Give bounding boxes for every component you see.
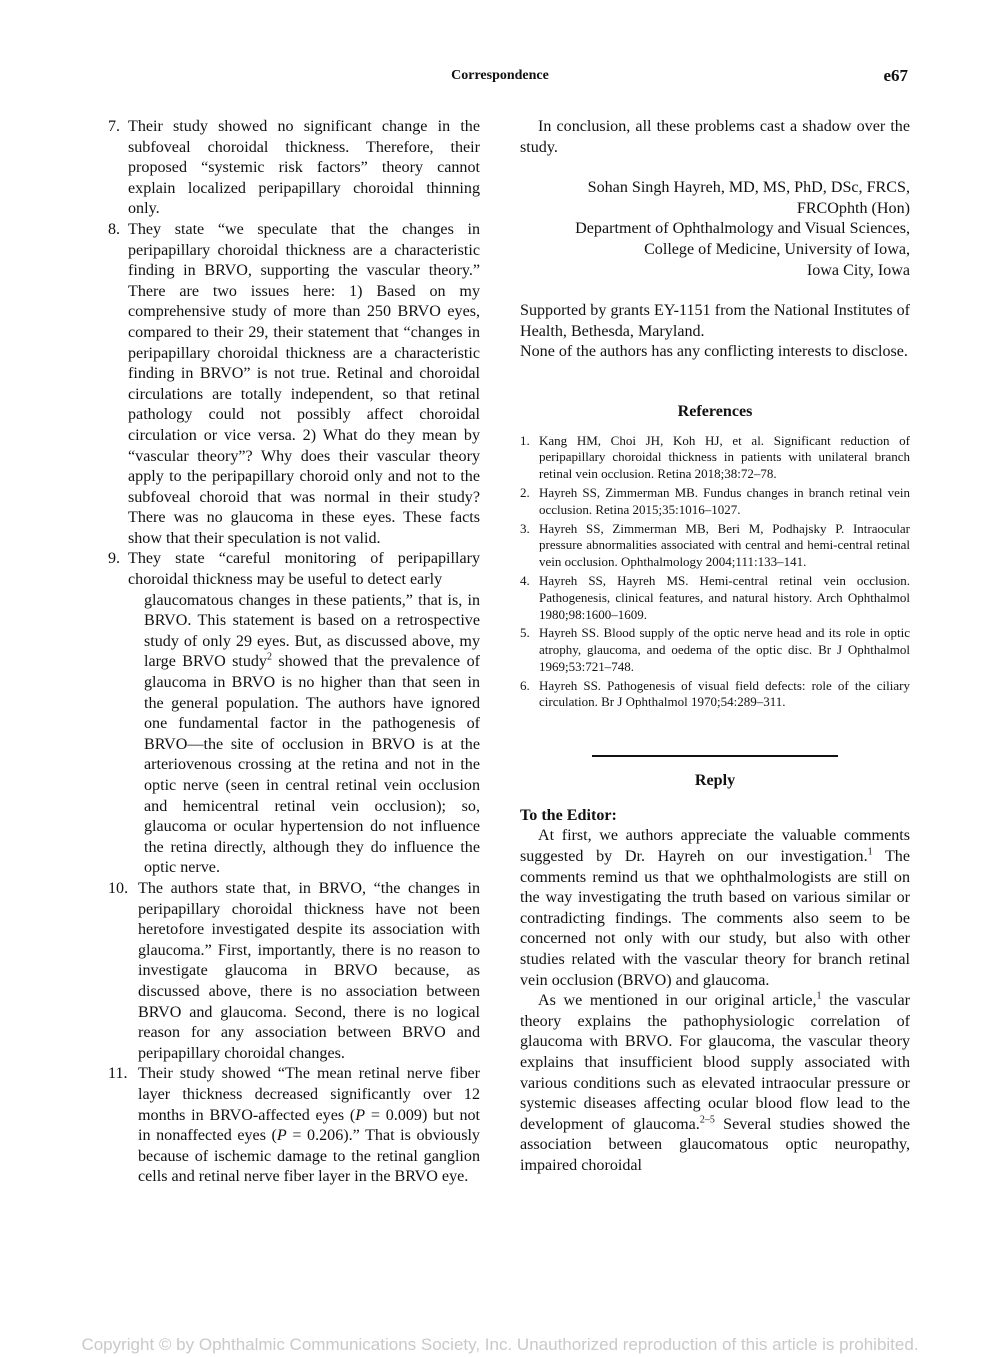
list-item-10	[108, 879, 480, 1064]
author-affiliation: Iowa City, Iowa	[806, 261, 910, 279]
author-signature	[520, 178, 910, 281]
reply-paragraph: At first, we authors appreciate the valuable comments suggested by Dr. Hayreh on our investigation.$^1$ The comments remind us that we ophthalmologists are still on the way investigating the truth based on various similar or contradicting findings. The comments also seem to be concerned not only with our study, but also with other studies related with the vascular theory for branch retinal vein occlusion (BRVO) and glaucoma.	[520, 827, 910, 989]
references-list	[520, 433, 910, 712]
citation-superscript: 2	[266, 652, 272, 664]
author-affiliation: Department of Ophthalmology and Visual Sciences,	[575, 220, 910, 238]
reference-item: 2. Hayreh SS, Zimmerman MB. Fundus changes in branch retinal vein occlusion. Retina 2015;35:1016–1027.	[520, 484, 910, 517]
right-column	[520, 117, 910, 1177]
reference-item: 4. Hayreh SS, Hayreh MS. Hemi-central retinal vein occlusion. Pathogenesis, clinical features, and natural history. Arch Ophthalmol 1980;98:1600–1609.	[520, 572, 910, 622]
item-number: 7.	[108, 118, 121, 135]
list-item-7	[108, 117, 480, 220]
reference-item: 3. Hayreh SS, Zimmerman MB, Beri M, Podhajsky P. Intraocular pressure abnormalities associated with central and hemi-central retinal vein occlusion. Ophthalmology 2004;111:133–141.	[520, 520, 910, 570]
section-divider	[592, 755, 838, 757]
item-text: They state “careful monitoring of peripapillary choroidal thickness may be useful to detect early	[128, 550, 480, 589]
citation-superscript: 1	[867, 846, 873, 858]
item-text: They state “we speculate that the changes in peripapillary choroidal thickness are a characteristic finding in BRVO, supporting the vascular theory.” There are two issues here: 1) Based on my comprehensive study of more than 250 BRVO eyes, compared to their 29, their statement that “changes in peripapillary choroidal thickness are a characteristic finding in BRVO” is not true. Retinal and choroidal circulations are totally independent, so that retinal pathology could not possibly affect choroidal circulation or vice versa. 2) What do they mean by “vascular theory”? Why does their vascular theory apply to the peripapillary choroid only and not to the subfoveal choroid that was normal in their study? There was no glaucoma in these eyes. These facts show that their speculation is not valid.	[128, 220, 480, 547]
item-number: 10.	[108, 879, 129, 897]
reference-item: 6. Hayreh SS. Pathogenesis of visual field defects: role of the ciliary circulation. Br J Ophthalmol 1970;54:289–311.	[520, 677, 910, 710]
item-text: The authors state that, in BRVO, “the changes in peripapillary choroidal thickness have not been heretofore investigated despite its association with glaucoma.” First, importantly, there is no reason to investigate glaucoma in BRVO because, as discussed above, there is no association between BRVO and glaucoma. Second, there is no logical reason for any association between BRVO and peripapillary choroidal changes.	[138, 879, 480, 1062]
item-number: 8.	[108, 220, 121, 238]
conflict-statement: None of the authors has any conflicting interests to disclose.	[520, 343, 908, 361]
reference-item: 5. Hayreh SS. Blood supply of the optic nerve head and its role in optic atrophy, glaucoma, and oedema of the optic disc. Br J Ophthalmol 1969;53:721–748.	[520, 625, 910, 674]
page-number: e67	[883, 66, 908, 85]
list-item-9	[108, 549, 480, 879]
author-name: Sohan Singh Hayreh, MD, MS, PhD, DSc, FRCS,	[587, 179, 910, 197]
item-text: Their study showed no significant change in the subfoveal choroidal thickness. Therefore, their proposed “systemic risk factors” theory cannot explain localized peripapillary choroidal thinning only.	[128, 118, 480, 218]
reply-heading: Reply	[694, 772, 736, 790]
author-credentials: FRCOphth (Hon)	[796, 199, 910, 217]
author-affiliation: College of Medicine, University of Iowa,	[644, 240, 910, 258]
citation-superscript: 2–5	[699, 1114, 715, 1126]
conclusion-paragraph: In conclusion, all these problems cast a shadow over the study.	[520, 118, 910, 156]
references-heading: References	[677, 402, 753, 420]
item-text: Their study showed “The mean retinal nerve fiber layer thickness decreased significantly over 12 months in BRVO-affected eyes (P = 0.009) but not in nonaffected eyes (P = 0.206).” That is obviously because of ischemic damage to the retinal ganglion cells and retinal nerve fiber layer in the BRVO eye.	[138, 1065, 481, 1186]
copyright-watermark: Copyright © by Ophthalmic Communications Society, Inc. Unauthorized reproduction of this article is prohibited.	[81, 1335, 919, 1354]
item-text-continued: glaucomatous changes in these patients,” that is, in BRVO. This statement is based on a retrospective study of only 29 eyes. But, as discussed above, my large BRVO study$^2$ showed that the prevalence of glaucoma in BRVO is no higher than that seen in the general population. The authors have ignored one fundamental factor in the pathogenesis of BRVO—the site of occlusion in BRVO is at the arteriovenous crossing at the retina and not in the optic nerve (seen in central retinal vein occlusion and hemicentral retinal vein occlusion); so, glaucoma or ocular hypertension do not influence the retina directly, although they do influence the optic nerve.	[144, 591, 480, 877]
funding-statement	[520, 301, 910, 363]
list-item-8	[108, 220, 480, 550]
running-header: Correspondence	[451, 68, 549, 83]
salutation: To the Editor:	[520, 806, 617, 824]
list-item-11	[108, 1064, 480, 1188]
funding-text: Supported by grants EY-1151 from the National Institutes of Health, Bethesda, Maryland.	[520, 302, 910, 340]
citation-superscript: 1	[816, 990, 822, 1002]
reply-paragraph: As we mentioned in our original article,$^1$ the vascular theory explains the pathophysiologic correlation of glaucoma with BRVO. For glaucoma, the vascular theory explains that insufficient blood supply associated with various conditions such as elevated intraocular pressure or systemic diseases affecting ocular blood flow lead to the development of glaucoma.$^{2-5}$ Several studies showed the association between glaucomatous optic neuropathy, impaired choroidal	[520, 990, 910, 1174]
reference-item: 1. Kang HM, Choi JH, Koh HJ, et al. Significant reduction of peripapillary choroidal thickness in patients with unilateral branch retinal vein occlusion. Retina 2018;38:72–78.	[520, 432, 910, 482]
item-number: 9.	[108, 550, 121, 568]
item-number: 11.	[108, 1065, 128, 1083]
left-column	[108, 117, 480, 1188]
